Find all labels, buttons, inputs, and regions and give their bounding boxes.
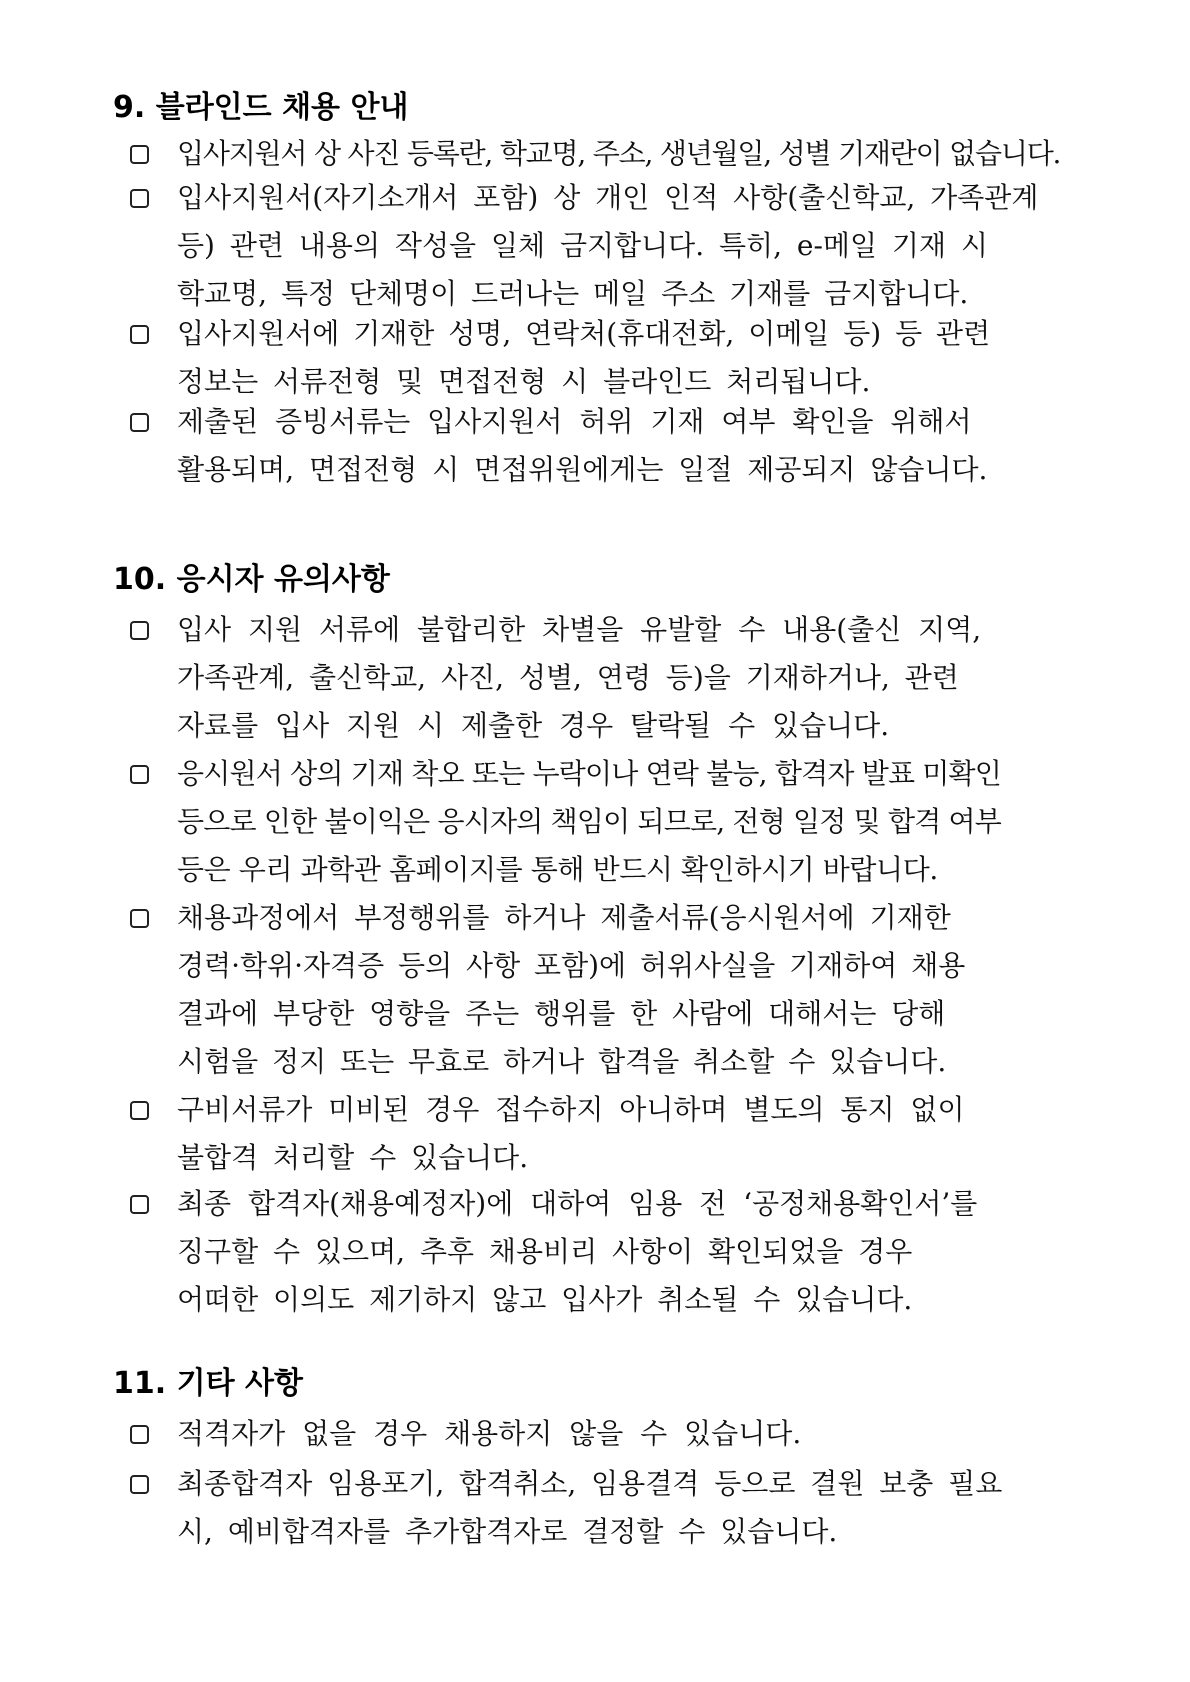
checkbox-icon bbox=[130, 765, 149, 784]
checkbox-icon bbox=[130, 145, 149, 164]
item-text-line: 경력·학위·자격증 등의 사항 포함)에 허위사실을 기재하여 채용 bbox=[177, 949, 966, 982]
item-text-line: 징구할 수 있으며, 추후 채용비리 사항이 확인되었을 경우 bbox=[177, 1235, 913, 1268]
checkbox-icon bbox=[130, 189, 149, 208]
item-text-line: 정보는 서류전형 및 면접전형 시 블라인드 처리됩니다. bbox=[177, 365, 871, 398]
item-text-line: 시험을 정지 또는 무효로 하거나 합격을 취소할 수 있습니다. bbox=[177, 1045, 947, 1078]
item-text-line: 채용과정에서 부정행위를 하거나 제출서류(응시원서에 기재한 bbox=[177, 901, 951, 934]
item-text-line: 입사지원서에 기재한 성명, 연락처(휴대전화, 이메일 등) 등 관련 bbox=[177, 317, 991, 350]
checkbox-icon bbox=[130, 413, 149, 432]
item-text-line: 최종합격자 임용포기, 합격취소, 임용결격 등으로 결원 보충 필요 bbox=[177, 1467, 1003, 1500]
checkbox-icon bbox=[130, 1475, 149, 1494]
item-text-line: 결과에 부당한 영향을 주는 행위를 한 사람에 대해서는 당해 bbox=[177, 997, 946, 1030]
checkbox-icon bbox=[130, 1101, 149, 1120]
section-title: 9. 블라인드 채용 안내 bbox=[113, 90, 409, 125]
item-text-line: 입사지원서(자기소개서 포함) 상 개인 인적 사항(출신학교, 가족관계 bbox=[177, 181, 1039, 214]
checkbox-icon bbox=[130, 621, 149, 640]
item-text-line: 입사지원서 상 사진 등록란, 학교명, 주소, 생년월일, 성별 기재란이 없습니다. bbox=[177, 137, 1061, 170]
item-text-line: 등) 관련 내용의 작성을 일체 금지합니다. 특히, e-메일 기재 시 bbox=[177, 229, 988, 262]
item-text-line: 자료를 입사 지원 시 제출한 경우 탈락될 수 있습니다. bbox=[177, 709, 890, 742]
item-text-line: 적격자가 없을 경우 채용하지 않을 수 있습니다. bbox=[177, 1417, 802, 1450]
item-text-line: 입사 지원 서류에 불합리한 차별을 유발할 수 내용(출신 지역, bbox=[177, 613, 982, 646]
item-text-line: 등은 우리 과학관 홈페이지를 통해 반드시 확인하시기 바랍니다. bbox=[177, 853, 938, 886]
item-text-line: 어떠한 이의도 제기하지 않고 입사가 취소될 수 있습니다. bbox=[177, 1283, 913, 1316]
item-text-line: 구비서류가 미비된 경우 접수하지 아니하며 별도의 통지 없이 bbox=[177, 1093, 965, 1126]
checkbox-icon bbox=[130, 909, 149, 928]
item-text-line: 제출된 증빙서류는 입사지원서 허위 기재 여부 확인을 위해서 bbox=[177, 405, 972, 438]
item-text-line: 가족관계, 출신학교, 사진, 성별, 연령 등)을 기재하거나, 관련 bbox=[177, 661, 959, 694]
item-text-line: 시, 예비합격자를 추가합격자로 결정할 수 있습니다. bbox=[177, 1515, 838, 1548]
checkbox-icon bbox=[130, 1425, 149, 1444]
item-text-line: 최종 합격자(채용예정자)에 대하여 임용 전 ‘공정채용확인서’를 bbox=[177, 1187, 978, 1220]
section-title: 10. 응시자 유의사항 bbox=[113, 562, 390, 597]
checkbox-icon bbox=[130, 325, 149, 344]
item-text-line: 응시원서 상의 기재 착오 또는 누락이나 연락 불능, 합격자 발표 미확인 bbox=[177, 757, 1002, 790]
checkbox-icon bbox=[130, 1195, 149, 1214]
item-text-line: 불합격 처리할 수 있습니다. bbox=[177, 1141, 529, 1174]
item-text-line: 학교명, 특정 단체명이 드러나는 메일 주소 기재를 금지합니다. bbox=[177, 277, 969, 310]
item-text-line: 활용되며, 면접전형 시 면접위원에게는 일절 제공되지 않습니다. bbox=[177, 453, 988, 486]
item-text-line: 등으로 인한 불이익은 응시자의 책임이 되므로, 전형 일정 및 합격 여부 bbox=[177, 805, 1002, 838]
section-title: 11. 기타 사항 bbox=[113, 1366, 303, 1401]
